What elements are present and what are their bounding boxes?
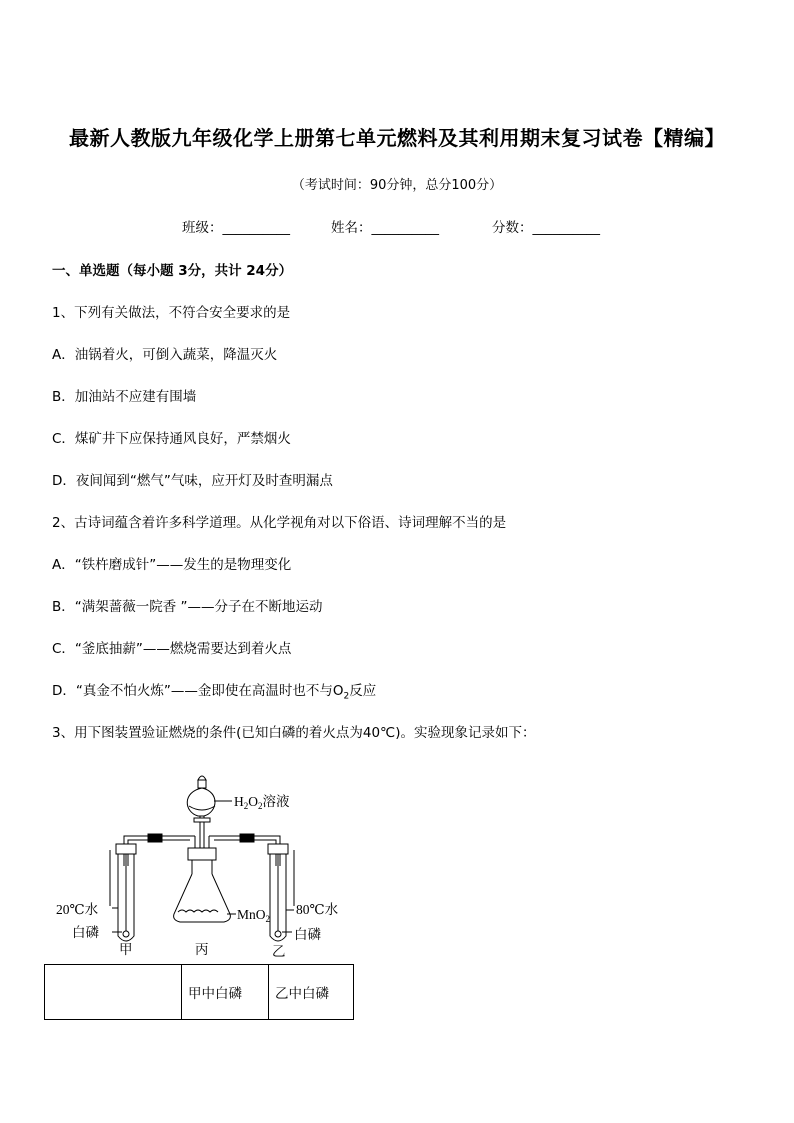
question-2-option-c: C．“釜底抽薪”——燃烧需要达到着火点 (52, 641, 292, 657)
label-jia: 甲 (119, 942, 133, 957)
conical-flask (174, 874, 231, 922)
combustion-apparatus-diagram (52, 756, 372, 966)
question-1-stem: 1、下列有关做法，不符合安全要求的是 (52, 305, 291, 321)
table-row (45, 965, 354, 1020)
question-1-option-c: C．煤矿井下应保持通风良好，严禁烟火 (52, 431, 291, 447)
table-header-yi: 乙中白磷 (269, 965, 354, 1020)
right-phosphorus (275, 931, 281, 937)
score-field: 分数：__________ (492, 220, 600, 236)
mno2-label: MnO$_2$ (237, 907, 271, 924)
name-field: 姓名：__________ (331, 220, 439, 236)
left-phosphorus (123, 931, 129, 937)
funnel-stopper (198, 776, 206, 780)
question-1-option-b: B．加油站不应建有围墙 (52, 389, 197, 405)
mno2-powder (178, 910, 218, 912)
table-cell-empty (45, 965, 182, 1020)
label-yi: 乙 (272, 944, 286, 959)
question-2-option-a: A．“铁杵磨成针”——发生的是物理变化 (52, 557, 292, 573)
question-2-option-d: D．“真金不怕火炼”——金即使在高温时也不与$O_2$反应 (52, 683, 377, 702)
observation-table (44, 964, 354, 1020)
left-phosphorus-label: 白磷 (72, 925, 99, 940)
exam-subtitle: （考试时间：90分钟，总分100分） (291, 178, 503, 193)
flask-stopper (188, 848, 216, 860)
funnel-stopcock (194, 818, 210, 822)
question-2-stem: 2、古诗词蕴含着许多科学道理。从化学视角对以下俗语、诗词理解不当的是 (52, 515, 507, 531)
table-header-jia: 甲中白磷 (182, 965, 269, 1020)
left-water-label: 20℃水 (56, 902, 99, 917)
right-water-label: 80℃水 (296, 902, 339, 917)
class-field: 班级：__________ (182, 220, 290, 236)
question-2-option-b: B．“满架蔷薇一院香 ”——分子在不断地运动 (52, 599, 323, 615)
question-1-option-d: D．夜间闻到“燃气”气味，应开灯及时查明漏点 (52, 473, 333, 489)
section-heading: 一、单选题（每小题 3分，共计 24分） (52, 263, 293, 279)
question-3-stem: 3、用下图装置验证燃烧的条件(已知白磷的着火点为40℃)。实验现象记录如下： (52, 725, 536, 741)
question-1-option-a: A．油锅着火，可倒入蔬菜，降温灭火 (52, 347, 278, 363)
label-bing: 丙 (195, 942, 209, 957)
exam-title: 最新人教版九年级化学上册第七单元燃料及其利用期末复习试卷【精编】 (69, 126, 725, 150)
h2o2-label: $H_2O_2$溶液 (234, 794, 290, 811)
funnel-neck (198, 780, 206, 788)
right-phosphorus-label: 白磷 (294, 927, 321, 942)
right-stopper (268, 844, 288, 854)
funnel-bulb (187, 788, 215, 816)
left-stopper (116, 844, 136, 854)
